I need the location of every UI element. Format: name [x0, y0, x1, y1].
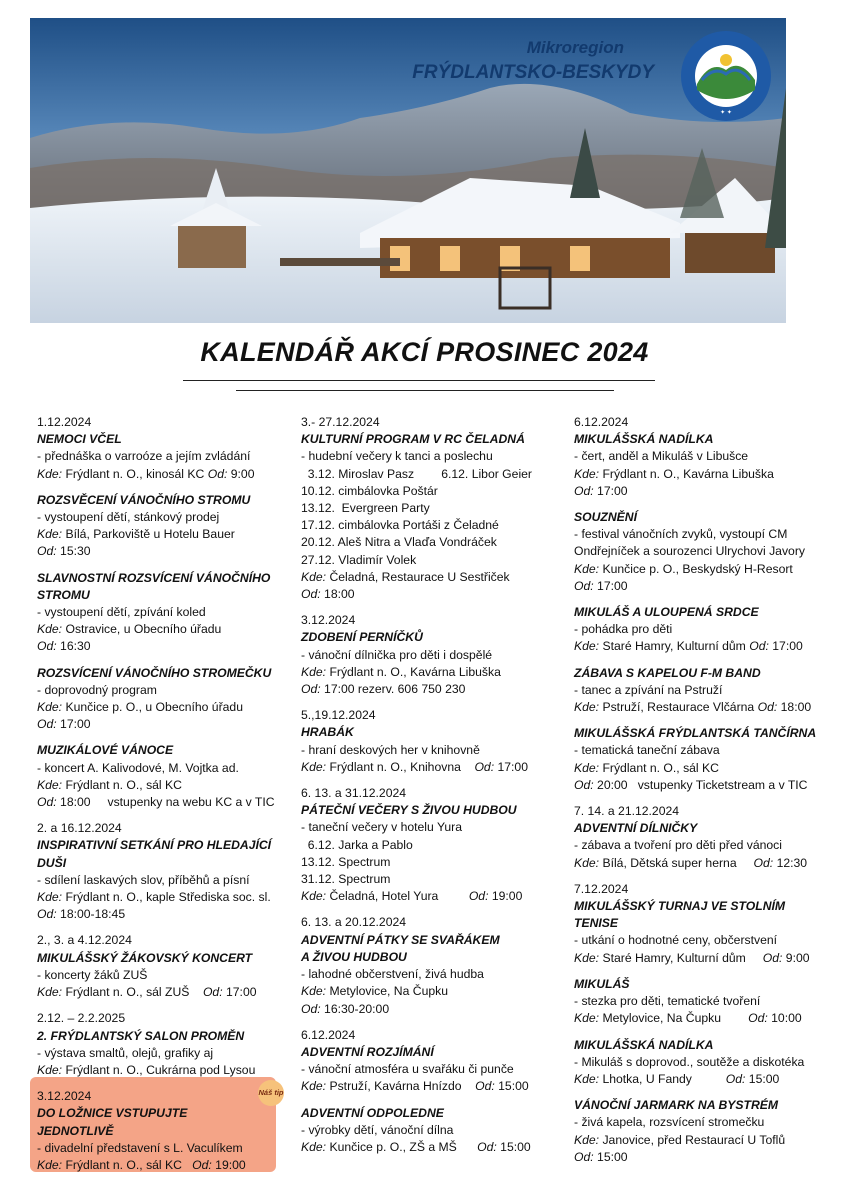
meta-value: 16:30 [56, 639, 91, 654]
event-description: - vystoupení dětí, stánkový prodej [37, 510, 220, 525]
title-underline-secondary [236, 390, 614, 391]
meta-label: Od: [192, 1157, 212, 1172]
meta-label: Kde: [574, 950, 600, 965]
event-spacer [574, 656, 826, 665]
region-brand [412, 38, 654, 84]
event-meta-row [574, 1010, 826, 1027]
event-item [37, 923, 289, 1001]
meta-label: Kde: [301, 1139, 327, 1154]
event-meta-row [574, 1149, 826, 1166]
event-description: - výrobky dětí, vánoční dílna [301, 1122, 454, 1137]
meta-label: Kde: [574, 561, 600, 576]
event-meta-row [574, 950, 826, 967]
meta-label: Od: [474, 759, 495, 774]
meta-value: Frýdlant n. O., sál KC [599, 760, 719, 775]
event-title: ADVENTNÍ PÁTKY SE SVAŘÁKEM [301, 932, 500, 947]
event-meta-row [574, 855, 826, 872]
event-item [37, 733, 289, 811]
meta-value: Čeladná, Hotel Yura [326, 889, 469, 904]
event-title: VÁNOČNÍ JARMARK NA BYSTRÉM [574, 1098, 779, 1113]
events-column-1 [37, 414, 289, 1174]
meta-value: Frýdlant n. O., sál KC [62, 777, 182, 792]
meta-value: 10:00 [767, 1011, 802, 1026]
meta-value: Staré Hamry, Kulturní dům [599, 950, 763, 965]
meta-label: Od: [475, 1079, 495, 1094]
event-description: - festival vánočních zvyků, vystoupí CM [574, 527, 788, 542]
event-meta-row [37, 466, 289, 483]
event-meta-row [301, 983, 553, 1000]
event-meta-row [301, 569, 553, 586]
event-spacer [301, 698, 553, 707]
event-title: ROZSVÍCENÍ VÁNOČNÍHO STROMEČKU [37, 665, 272, 680]
meta-value: 17:00 [222, 985, 257, 1000]
meta-label: Kde: [301, 889, 327, 904]
meta-label: Od: [749, 639, 769, 654]
event-meta-row [301, 664, 553, 681]
event-description: 31.12. Spectrum [301, 872, 391, 887]
meta-value: 18:00 [320, 587, 355, 602]
event-item [574, 1088, 826, 1166]
meta-label: Kde: [574, 760, 600, 775]
event-meta-row [574, 466, 826, 483]
meta-label: Od: [37, 717, 57, 732]
event-spacer [37, 1079, 289, 1088]
event-spacer [301, 1096, 553, 1105]
meta-value: 12:30 [773, 855, 808, 870]
event-item [574, 500, 826, 595]
event-date: 3.12.2024 [37, 1089, 92, 1104]
svg-text:✦ ✦: ✦ ✦ [720, 110, 732, 116]
meta-value: Kunčice p. O., Beskydský H-Resort [599, 561, 793, 576]
event-description: 17.12. cimbálovka Portáši z Čeladné [301, 518, 499, 533]
event-date: 6. 13. a 20.12.2024 [301, 915, 407, 930]
meta-label: Kde: [37, 622, 63, 637]
meta-value: Kunčice p. O., ZŠ a MŠ [326, 1139, 478, 1154]
events-column-3 [574, 414, 826, 1166]
event-date: 2., 3. a 4.12.2024 [37, 933, 132, 948]
meta-value: 19:00 [488, 889, 523, 904]
meta-label: Od: [207, 466, 228, 481]
event-item [574, 656, 826, 717]
event-meta-row [574, 561, 826, 578]
event-meta-row [37, 699, 289, 716]
meta-value: Pstruží, Kavárna Hnízdo [326, 1079, 476, 1094]
event-item [301, 1096, 553, 1157]
event-date: 7. 14. a 21.12.2024 [574, 804, 680, 819]
meta-value: 17:00 [593, 578, 628, 593]
meta-value: Staré Hamry, Kulturní dům [599, 639, 750, 654]
meta-value: 17:00 [494, 759, 528, 774]
meta-label: Od: [468, 889, 489, 904]
meta-value: 18:00 [777, 700, 812, 715]
meta-label: Kde: [37, 466, 63, 481]
event-title: ZDOBENÍ PERNÍČKŮ [301, 630, 423, 645]
meta-label: Od: [574, 578, 594, 593]
meta-label: Kde: [301, 984, 327, 999]
title-underline [183, 380, 655, 381]
event-item [37, 1079, 289, 1174]
meta-label: Od: [574, 777, 594, 792]
event-meta-row [37, 621, 289, 638]
event-item [37, 483, 289, 561]
header-photo [30, 18, 786, 323]
meta-value: 15:00 [593, 1149, 628, 1164]
meta-value: 9:00 [227, 466, 255, 481]
meta-value: Janovice, před Restaurací U Toflů [599, 1132, 786, 1147]
event-item [37, 811, 289, 923]
meta-label: Kde: [301, 664, 327, 679]
meta-label: Od: [574, 483, 594, 498]
meta-label: Od: [37, 639, 57, 654]
event-item [37, 656, 289, 734]
meta-value: 20:00 vstupenky Ticketstream a v TIC [593, 777, 808, 792]
event-description: 20.12. Aleš Nitra a Vlaďa Vondráček [301, 535, 497, 550]
event-title: MIKULÁŠSKÁ NADÍLKA [574, 1037, 714, 1052]
event-description: 3.12. Miroslav Pasz 6.12. Libor Geier [301, 466, 532, 481]
event-description: - hudební večery k tanci a poslechu [301, 449, 493, 464]
event-title: SOUZNĚNÍ [574, 510, 637, 525]
event-title: HRABÁK [301, 725, 354, 740]
event-date: 6.12.2024 [574, 415, 629, 429]
event-spacer [574, 500, 826, 509]
meta-value: 15:30 [56, 544, 91, 559]
meta-label: Kde: [37, 985, 63, 1000]
event-spacer [301, 603, 553, 612]
event-description: - koncert A. Kalivodové, M. Vojtka ad. [37, 760, 239, 775]
event-item [301, 414, 553, 603]
meta-label: Od: [757, 700, 778, 715]
event-item [301, 776, 553, 905]
event-meta-row [574, 1132, 826, 1149]
meta-value: 19:00 [211, 1157, 246, 1172]
event-description: - stezka pro děti, tematické tvoření [574, 994, 761, 1009]
event-item [574, 794, 826, 872]
meta-label: Kde: [37, 890, 63, 905]
event-meta-row [301, 759, 553, 776]
event-description: 10.12. cimbálovka Poštár [301, 483, 438, 498]
event-title: MIKULÁŠ [574, 976, 630, 991]
event-meta-row [37, 984, 289, 1001]
meta-value: 15:00 [494, 1079, 529, 1094]
event-title: MIKULÁŠSKÝ ŽÁKOVSKÝ KONCERT [37, 950, 253, 965]
event-description: - divadelní představení s L. Vaculíkem [37, 1140, 243, 1155]
event-spacer [574, 872, 826, 881]
event-description: - tanec a zpívání na Pstruží [574, 682, 723, 697]
meta-label: Kde: [37, 700, 63, 715]
meta-label: Kde: [37, 527, 63, 542]
meta-value: Kunčice p. O., u Obecního úřadu [62, 700, 243, 715]
meta-value: 16:30-20:00 [320, 1001, 390, 1016]
event-spacer [574, 794, 826, 803]
event-meta-row [37, 777, 289, 794]
event-title: MIKULÁŠSKÁ NADÍLKA [574, 432, 714, 447]
event-title: STROMU [37, 587, 90, 602]
page-title: KALENDÁŘ AKCÍ PROSINEC 2024 [200, 337, 649, 367]
meta-label: Kde: [574, 466, 600, 481]
meta-value: 18:00-18:45 [56, 907, 126, 922]
meta-value: Pstruží, Restaurace Vlčárna [599, 700, 758, 715]
tip-badge: Náš tip [258, 1080, 284, 1106]
event-meta-row [301, 888, 553, 905]
meta-value: 17:00 [593, 483, 628, 498]
event-meta-row [574, 1071, 826, 1088]
meta-label: Od: [37, 544, 57, 559]
event-description: 13.12. Evergreen Party [301, 501, 430, 516]
event-title: DO LOŽNICE VSTUPUJTE [37, 1106, 188, 1121]
meta-value: Metylovice, Na Čupku [326, 984, 449, 999]
event-meta-row [301, 1078, 553, 1095]
event-title: ROZSVĚCENÍ VÁNOČNÍHO STROMU [37, 492, 251, 507]
event-meta-row [574, 578, 826, 595]
event-spacer [37, 1001, 289, 1010]
event-spacer [301, 1018, 553, 1027]
meta-label: Kde: [301, 759, 327, 774]
meta-label: Kde: [574, 1011, 600, 1026]
region-line2: FRÝDLANTSKO-BESKYDY [412, 62, 654, 83]
event-description: - koncerty žáků ZUŠ [37, 967, 148, 982]
event-spacer [37, 811, 289, 820]
event-meta-row [574, 760, 826, 777]
event-spacer [574, 595, 826, 604]
event-spacer [574, 1088, 826, 1097]
event-meta-row [37, 889, 289, 906]
event-date: 6.12.2024 [301, 1027, 356, 1042]
meta-value: Ostravice, u Obecního úřadu [62, 622, 222, 637]
event-title: TENISE [574, 916, 619, 931]
event-date: 1.12.2024 [37, 415, 92, 429]
event-description: - vystoupení dětí, zpívání koled [37, 605, 206, 620]
meta-label: Od: [202, 985, 223, 1000]
event-meta-row [301, 586, 553, 603]
event-description: - vánoční dílnička pro děti i dospělé [301, 647, 493, 662]
event-meta-row [37, 526, 289, 543]
event-spacer [574, 716, 826, 725]
event-description: - výstava smaltů, olejů, grafiky aj [37, 1045, 214, 1060]
event-meta-row [574, 638, 826, 655]
event-title: A ŽIVOU HUDBOU [301, 949, 407, 964]
event-spacer [301, 905, 553, 914]
event-description: - tematická taneční zábava [574, 743, 720, 758]
event-item [301, 1018, 553, 1096]
event-title: ADVENTNÍ DÍLNIČKY [574, 821, 698, 836]
meta-value: Bílá, Dětská super herna [599, 855, 754, 870]
winter-landscape-image [30, 18, 786, 323]
event-date: 3.- 27.12.2024 [301, 415, 380, 429]
meta-label: Od: [37, 907, 57, 922]
event-title: SLAVNOSTNÍ ROZSVÍCENÍ VÁNOČNÍHO [37, 570, 271, 585]
events-column-2 [301, 414, 553, 1156]
event-spacer [37, 561, 289, 570]
meta-value: 15:00 [745, 1071, 780, 1086]
meta-value: 18:00 vstupenky na webu KC a v TIC [56, 795, 275, 810]
meta-value: 17:00 [768, 639, 803, 654]
event-title: NEMOCI VČEL [37, 432, 122, 447]
event-description: - lahodné občerstvení, živá hudba [301, 967, 484, 982]
event-description: - čert, anděl a Mikuláš v Libušce [574, 449, 749, 464]
event-meta-row [574, 483, 826, 500]
event-item [574, 716, 826, 794]
event-title: DUŠI [37, 855, 67, 870]
event-description: - sdílení laskavých slov, příběhů a písní [37, 872, 250, 887]
event-item [574, 595, 826, 656]
event-meta-row [574, 699, 826, 716]
event-item [37, 414, 289, 483]
event-date: 2. a 16.12.2024 [37, 821, 122, 836]
event-item [37, 1001, 289, 1079]
meta-value: Frýdlant n. O., Knihovna [326, 759, 475, 774]
event-meta-row [37, 543, 289, 560]
meta-label: Od: [477, 1139, 497, 1154]
event-title: ADVENTNÍ ODPOLEDNE [301, 1105, 444, 1120]
event-meta-row [37, 716, 289, 733]
event-spacer [301, 776, 553, 785]
meta-value: 9:00 [782, 950, 810, 965]
event-meta-row [301, 1001, 553, 1018]
meta-label: Od: [301, 682, 321, 697]
meta-label: Kde: [574, 700, 600, 715]
event-title: MIKULÁŠ A ULOUPENÁ SRDCE [574, 605, 759, 620]
event-meta-row [574, 777, 826, 794]
event-description: - Mikuláš s doprovod., soutěže a diskotéka [574, 1054, 805, 1069]
meta-value: 15:00 [496, 1139, 531, 1154]
meta-value: Čeladná, Restaurace U Sestřiček [326, 569, 510, 584]
meta-label: Od: [762, 950, 783, 965]
event-title: ADVENTNÍ ROZJÍMÁNÍ [301, 1044, 434, 1059]
event-spacer [574, 967, 826, 976]
event-spacer [574, 1028, 826, 1037]
meta-label: Kde: [37, 1157, 63, 1172]
event-description: - vánoční atmosféra u svařáku či punče [301, 1062, 514, 1077]
meta-value: Frýdlant n. O., kinosál KC [62, 466, 208, 481]
region-line1: Mikroregion [526, 38, 624, 57]
meta-label: Kde: [37, 1062, 63, 1077]
meta-value: Frýdlant n. O., kaple Střediska soc. sl. [62, 890, 271, 905]
meta-value: Frýdlant n. O., sál ZUŠ [62, 985, 203, 1000]
event-description: - přednáška o varroóze a jejím zvládání [37, 449, 251, 464]
event-date: 7.12.2024 [574, 881, 629, 896]
event-item [301, 905, 553, 1017]
event-meta-row [37, 906, 289, 923]
event-item [574, 1028, 826, 1089]
event-description: 27.12. Vladimír Volek [301, 552, 417, 567]
event-date: 3.12.2024 [301, 613, 356, 628]
event-spacer [37, 923, 289, 932]
event-meta-row [37, 1157, 289, 1174]
event-description: - zábava a tvoření pro děti před vánoci [574, 838, 782, 853]
meta-value: Metylovice, Na Čupku [599, 1011, 749, 1026]
event-title: 2. FRÝDLANTSKÝ SALON PROMĚN [37, 1028, 245, 1043]
event-item [574, 967, 826, 1028]
event-spacer [37, 656, 289, 665]
event-title: MIKULÁŠSKÁ FRÝDLANTSKÁ TANČÍRNA [574, 726, 817, 741]
meta-value: Frýdlant n. O., sál KC [62, 1157, 193, 1172]
meta-label: Kde: [301, 1079, 327, 1094]
meta-label: Kde: [574, 855, 600, 870]
event-item [301, 603, 553, 698]
event-title: KULTURNÍ PROGRAM V RC ČELADNÁ [301, 432, 525, 447]
meta-value: 17:00 [56, 717, 91, 732]
event-title: ZÁBAVA S KAPELOU F-M BAND [574, 665, 761, 680]
meta-label: Od: [301, 1001, 321, 1016]
event-description: Ondřejníček a sourozenci Ulrychovi Javory [574, 544, 805, 559]
meta-label: Kde: [574, 1132, 600, 1147]
event-description: 6.12. Jarka a Pablo [301, 837, 413, 852]
event-description: - živá kapela, rozsvícení stromečku [574, 1115, 765, 1130]
meta-label: Kde: [574, 1071, 600, 1086]
event-meta-row [37, 794, 289, 811]
event-description: - doprovodný program [37, 682, 157, 697]
meta-value: Lhotka, U Fandy [599, 1071, 726, 1086]
event-date: 5.,19.12.2024 [301, 708, 376, 723]
region-logo-icon [680, 30, 772, 122]
meta-label: Od: [37, 795, 57, 810]
event-date: 6. 13. a 31.12.2024 [301, 786, 407, 801]
meta-label: Od: [725, 1071, 746, 1086]
event-description: - taneční večery v hotelu Yura [301, 820, 463, 835]
event-title: JEDNOTLIVĚ [37, 1123, 114, 1138]
meta-label: Kde: [37, 777, 63, 792]
event-item [301, 698, 553, 776]
meta-label: Kde: [574, 639, 600, 654]
event-item [574, 872, 826, 967]
meta-value: Frýdlant n. O., Kavárna Libuška [599, 466, 774, 481]
event-meta-row [37, 1062, 289, 1079]
event-title: MUZIKÁLOVÉ VÁNOCE [37, 743, 174, 758]
meta-label: Kde: [301, 569, 327, 584]
meta-value: Frýdlant n. O., Cukrárna pod Lysou [62, 1062, 256, 1077]
meta-label: Od: [574, 1149, 594, 1164]
event-date: 2.12. – 2.2.2025 [37, 1011, 126, 1026]
meta-value: 17:00 rezerv. 606 750 230 [320, 682, 466, 697]
event-description: - hraní deskových her v knihovně [301, 742, 480, 757]
event-meta-row [301, 681, 553, 698]
meta-value: Bílá, Parkoviště u Hotelu Bauer [62, 527, 235, 542]
event-meta-row [37, 638, 289, 655]
meta-label: Od: [748, 1011, 768, 1026]
meta-label: Od: [753, 855, 774, 870]
meta-label: Od: [301, 587, 321, 602]
event-title: MIKULÁŠSKÝ TURNAJ VE STOLNÍM [574, 899, 786, 914]
event-description: - pohádka pro děti [574, 622, 673, 637]
event-item [574, 414, 826, 500]
event-title: PÁTEČNÍ VEČERY S ŽIVOU HUDBOU [301, 803, 517, 818]
meta-value: Frýdlant n. O., Kavárna Libuška [326, 664, 501, 679]
event-title: INSPIRATIVNÍ SETKÁNÍ PRO HLEDAJÍCÍ [37, 838, 272, 853]
event-description: 13.12. Spectrum [301, 854, 391, 869]
event-spacer [37, 483, 289, 492]
event-meta-row [301, 1139, 553, 1156]
event-spacer [37, 733, 289, 742]
event-item [37, 561, 289, 656]
event-description: - utkání o hodnotné ceny, občerstvení [574, 933, 778, 948]
